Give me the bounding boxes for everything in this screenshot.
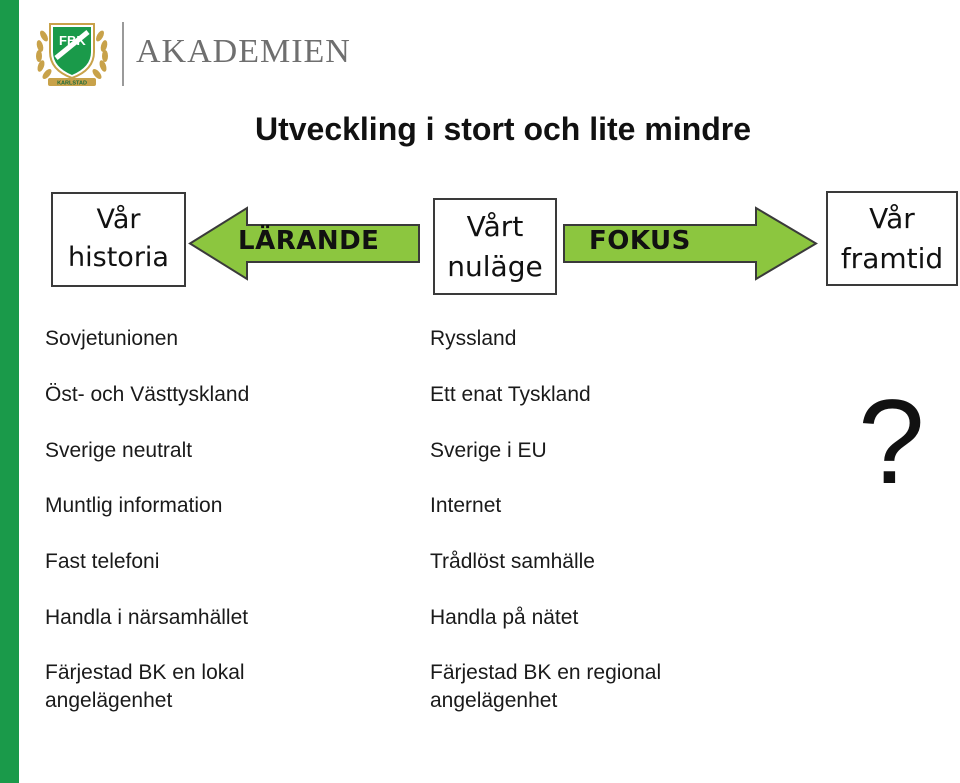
fbk-badge-icon	[34, 18, 110, 88]
history-item: angelägenhet	[45, 689, 173, 712]
future-box-line-1: Vår	[869, 202, 915, 235]
history-box	[51, 192, 186, 287]
page-title: Utveckling i stort och lite mindre	[254, 111, 752, 147]
now-item: angelägenhet	[430, 689, 558, 712]
focus-label: FOKUS	[589, 226, 691, 256]
now-item: Sverige i EU	[430, 439, 547, 462]
history-item: Sovjetunionen	[45, 327, 179, 350]
now-item: Ett enat Tyskland	[430, 383, 591, 406]
badge-letters: FBK	[59, 33, 86, 48]
history-item: Handla i närsamhället	[45, 606, 249, 629]
now-item: Internet	[430, 494, 502, 517]
history-item: Fast telefoni	[45, 550, 160, 573]
now-box-line-2: nuläge	[447, 250, 543, 283]
now-item: Handla på nätet	[430, 606, 579, 629]
learning-label: LÄRANDE	[238, 226, 380, 256]
now-box	[433, 198, 557, 295]
future-box-line-2: framtid	[840, 242, 944, 275]
history-item: Färjestad BK en lokal	[45, 661, 245, 684]
history-item: Öst- och Västtyskland	[45, 383, 250, 406]
now-box-line-1: Vårt	[466, 210, 524, 243]
badge-city: KARLSTAD	[57, 80, 87, 87]
history-item: Sverige neutralt	[45, 439, 193, 462]
now-item: Ryssland	[430, 327, 517, 350]
now-item: Färjestad BK en regional	[430, 661, 662, 684]
history-box-line-1: Vår	[96, 204, 141, 235]
future-box	[826, 191, 958, 286]
now-item: Trådlöst samhälle	[430, 550, 595, 573]
history-box-line-2: historia	[68, 242, 169, 273]
future-question-mark: ?	[858, 375, 925, 509]
history-item: Muntlig information	[45, 494, 223, 517]
logo-text: AKADEMIEN	[136, 33, 351, 70]
logo-divider	[122, 22, 124, 86]
